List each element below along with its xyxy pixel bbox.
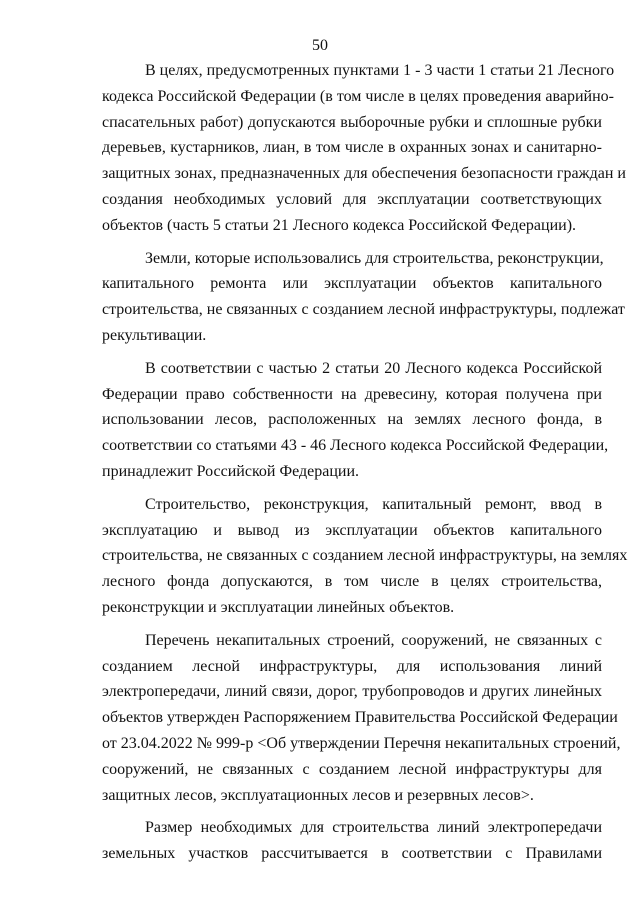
text-line: Земли, которые использовались для строительства, реконструкции, <box>145 249 604 267</box>
text-line: использовании лесов, расположенных на землях лесного фонда, в <box>102 411 602 429</box>
paragraph-logging <box>102 58 626 239</box>
text-line: В целях, предусмотренных пунктами 1 - 3 части 1 статьи 21 Лесного <box>145 62 615 79</box>
text-line: сооружений, не связанных с созданием лесной инфраструктуры для <box>102 760 602 778</box>
text-line: Размер необходимых для строительства линий электропередачи <box>145 819 602 837</box>
text-line: капитального ремонта или эксплуатации объектов капитального <box>102 275 602 293</box>
text-line: лесного фонда допускаются, в том числе в целях строительства, <box>102 573 602 591</box>
paragraph-structures-list <box>102 628 621 809</box>
text-line: спасательных работ) допускаются выборочные рубки и сплошные рубки <box>102 113 602 131</box>
text-line: В соответствии с частью 2 статьи 20 Лесного кодекса Российской <box>145 359 602 377</box>
text-line: защитных лесов, эксплуатационных лесов и резервных лесов>. <box>102 786 534 804</box>
text-line: защитных зонах, предназначенных для обеспечения безопасности граждан и <box>102 165 626 183</box>
text-line: от 23.04.2022 № 999-р <Об утверждении Перечня некапитальных строений, <box>102 734 621 752</box>
text-line: рекультивации. <box>102 326 207 344</box>
text-line: Строительство, реконструкция, капитальный ремонт, ввод в <box>145 495 602 513</box>
text-line: Перечень некапитальных строений, сооружений, не связанных с <box>145 631 602 649</box>
text-line: Федерации право собственности на древесину, которая получена при <box>102 385 602 403</box>
text-line: кодекса Российской Федерации (в том числе в целях проведения аварийно- <box>102 87 614 105</box>
text-line: земельных участков рассчитывается в соответствии с Правилами <box>102 845 602 863</box>
paragraph-timber-ownership <box>102 356 609 485</box>
text-line: соответствии со статьями 43 - 46 Лесного кодекса Российской Федерации, <box>102 437 609 455</box>
page-number: 50 <box>312 37 328 54</box>
text-line: эксплуатацию и вывод из эксплуатации объектов капитального <box>102 521 602 539</box>
text-line: строительства, не связанных с созданием лесной инфраструктуры, подлежат <box>102 301 625 319</box>
text-line: создания необходимых условий для эксплуатации соответствующих <box>102 190 602 208</box>
text-line: созданием лесной инфраструктуры, для использования линий <box>102 657 602 675</box>
text-line: реконструкции и эксплуатации линейных объектов. <box>102 598 455 616</box>
paragraph-construction <box>102 492 628 621</box>
text-line: принадлежит Российской Федерации. <box>102 462 360 480</box>
text-line: электропередачи, линий связи, дорог, трубопроводов и других линейных <box>102 683 602 701</box>
text-line: объектов (часть 5 статьи 21 Лесного кодекса Российской Федерации). <box>102 216 577 234</box>
text-line: строительства, не связанных с созданием лесной инфраструктуры, на землях <box>102 547 628 565</box>
text-line: объектов утвержден Распоряжением Правительства Российской Федерации <box>102 709 618 727</box>
paragraph-recultivation <box>102 246 625 349</box>
document-body <box>102 58 628 867</box>
paragraph-land-size <box>102 815 602 867</box>
text-line: деревьев, кустарников, лиан, в том числе в охранных зонах и санитарно- <box>102 139 602 157</box>
